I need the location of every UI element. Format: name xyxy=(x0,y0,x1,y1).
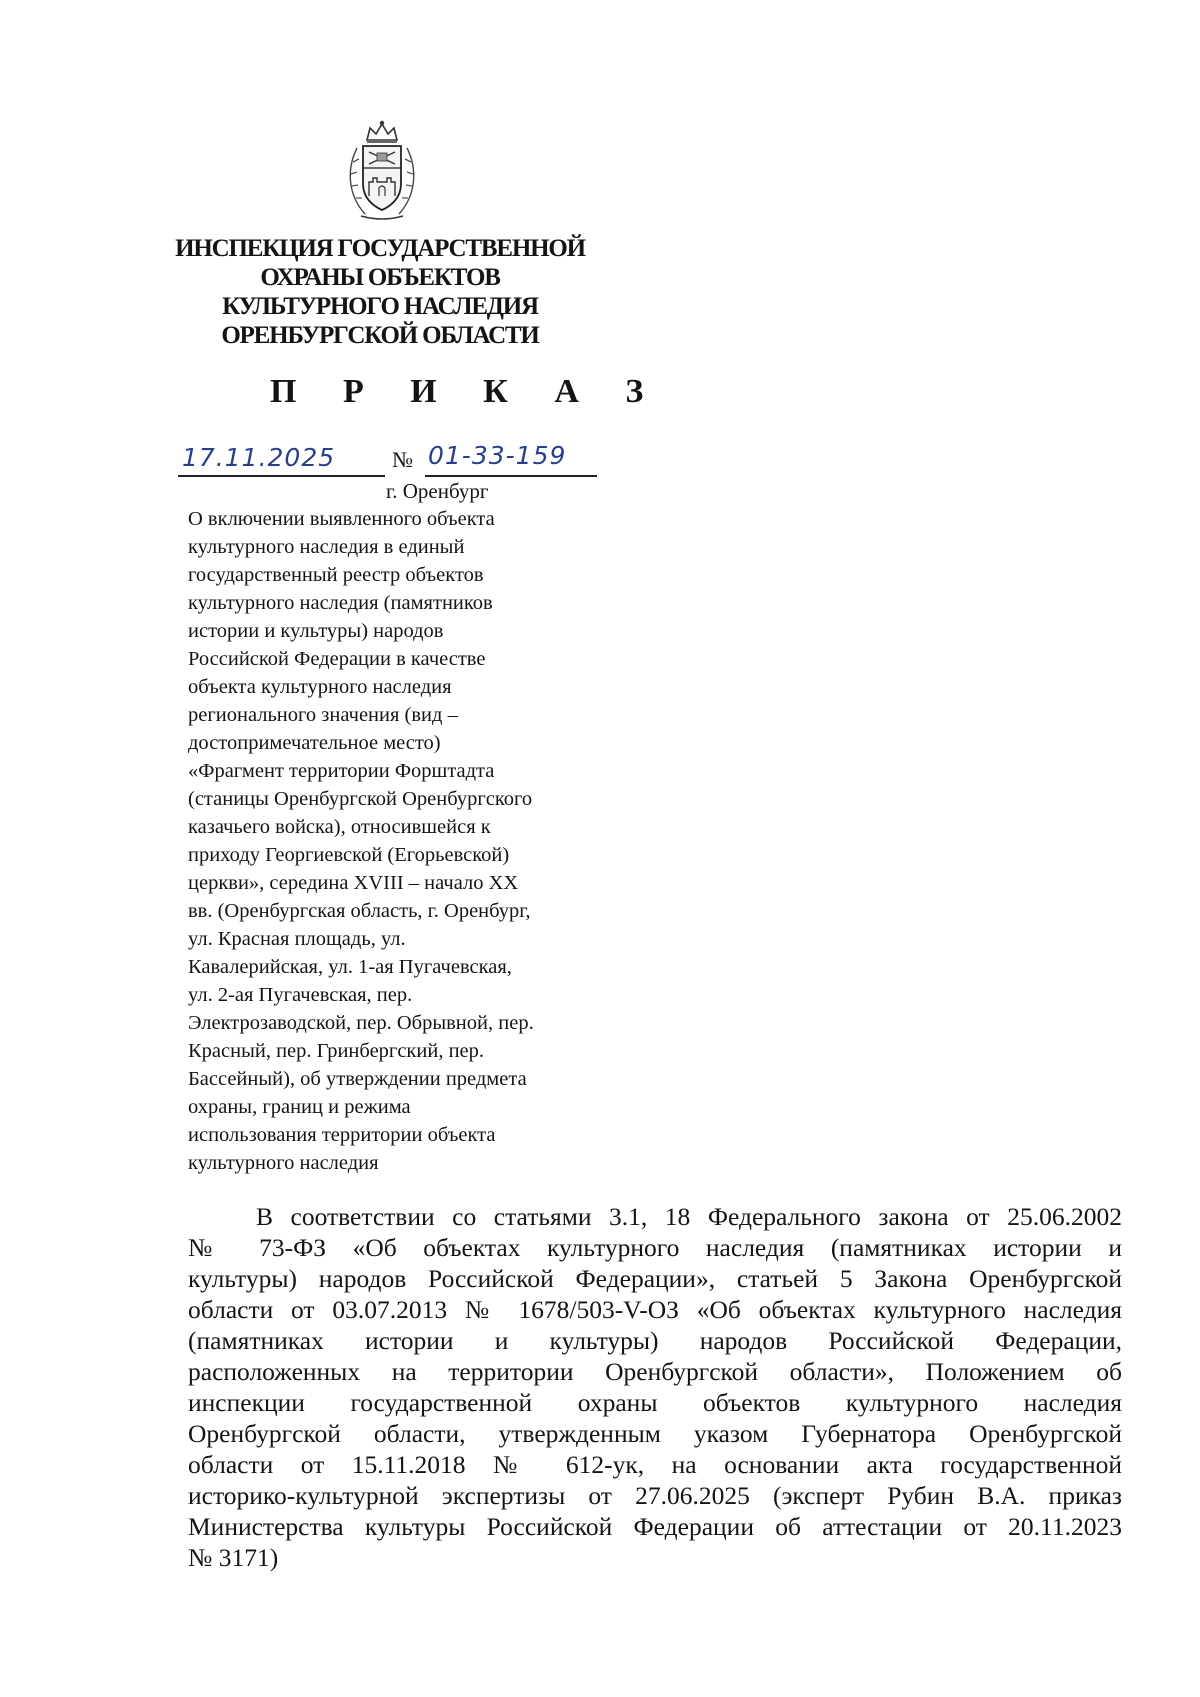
number-underline xyxy=(425,475,597,477)
subject-line: истории и культуры) народов xyxy=(188,620,444,642)
body-line: (памятниках истории и культуры) народов Российской Федерации, xyxy=(188,1326,1122,1355)
date-underline xyxy=(178,475,385,477)
subject-line: культурного наследия в единый xyxy=(188,536,465,558)
body-line: области от 03.07.2013 № 1678/503-V-ОЗ «Об объектах культурного наследия xyxy=(188,1295,1122,1324)
subject-line: приходу Георгиевской (Егорьевской) xyxy=(188,844,510,866)
subject-line: достопримечательное место) xyxy=(188,732,441,754)
subject-line: (станицы Оренбургской Оренбургского xyxy=(188,788,533,810)
subject-line: ул. 2-ая Пугачевская, пер. xyxy=(188,984,413,1006)
body-line: Оренбургской области, утвержденным указом Губернатора Оренбургской xyxy=(188,1419,1122,1448)
subject-line: ул. Красная площадь, ул. xyxy=(188,928,406,950)
body-line: историко-культурной экспертизы от 27.06.2025 (эксперт Рубин В.А. приказ xyxy=(188,1481,1122,1510)
body-line: В соответствии со статьями 3.1, 18 Федерального закона от 25.06.2002 xyxy=(256,1202,1122,1231)
subject-line: Российской Федерации в качестве xyxy=(188,648,486,670)
order-number: 01-33-159 xyxy=(428,441,567,470)
authority-line: ОХРАНЫ ОБЪЕКТОВ xyxy=(260,264,500,291)
subject-line: Электрозаводской, пер. Обрывной, пер. xyxy=(188,1012,534,1034)
city: г. Оренбург xyxy=(386,479,489,503)
authority-line: КУЛЬТУРНОГО НАСЛЕДИЯ xyxy=(222,293,538,320)
number-sign: № xyxy=(392,447,413,472)
subject-line: регионального значения (вид – xyxy=(188,704,458,726)
subject-line: государственный реестр объектов xyxy=(188,564,484,586)
subject-line: Красный, пер. Гринбергский, пер. xyxy=(188,1040,485,1062)
subject-line: церкви», середина XVIII – начало XX xyxy=(188,872,519,894)
order-date: 17.11.2025 xyxy=(182,443,336,472)
order-subject xyxy=(188,505,608,1177)
body-paragraph xyxy=(188,1201,1122,1573)
subject-line: вв. (Оренбургская область, г. Оренбург, xyxy=(188,900,531,922)
body-line: Министерства культуры Российской Федерации об аттестации от 20.11.2023 xyxy=(188,1512,1122,1541)
subject-line: культурного наследия xyxy=(188,1152,379,1174)
subject-line: «Фрагмент территории Форштадта xyxy=(188,760,495,782)
body-line: области от 15.11.2018 № 612-ук, на основании акта государственной xyxy=(188,1450,1122,1479)
issuing-authority xyxy=(170,234,590,350)
document-title: П Р И К А З xyxy=(270,373,663,410)
subject-line: О включении выявленного объекта xyxy=(188,508,495,530)
body-line: инспекции государственной охраны объектов культурного наследия xyxy=(188,1388,1122,1417)
order-date-number xyxy=(178,443,598,479)
subject-line: использования территории объекта xyxy=(188,1124,496,1146)
subject-line: охраны, границ и режима xyxy=(188,1096,411,1118)
authority-line: ОРЕНБУРГСКОЙ ОБЛАСТИ xyxy=(221,322,539,349)
coat-of-arms-icon xyxy=(339,118,425,224)
body-line: расположенных на территории Оренбургской области», Положением об xyxy=(188,1357,1122,1386)
subject-line: объекта культурного наследия xyxy=(188,676,452,698)
subject-line: казачьего войска), относившейся к xyxy=(188,816,491,838)
authority-line: ИНСПЕКЦИЯ ГОСУДАРСТВЕННОЙ xyxy=(175,235,585,262)
subject-line: культурного наследия (памятников xyxy=(188,592,493,614)
body-line: культуры) народов Российской Федерации», статьей 5 Закона Оренбургской xyxy=(188,1264,1122,1293)
subject-line: Бассейный), об утверждении предмета xyxy=(188,1068,527,1090)
subject-line: Кавалерийская, ул. 1-ая Пугачевская, xyxy=(188,956,512,978)
body-line: № 3171) xyxy=(188,1543,279,1572)
body-line: № 73-ФЗ «Об объектах культурного наследия (памятниках истории и xyxy=(188,1233,1122,1262)
